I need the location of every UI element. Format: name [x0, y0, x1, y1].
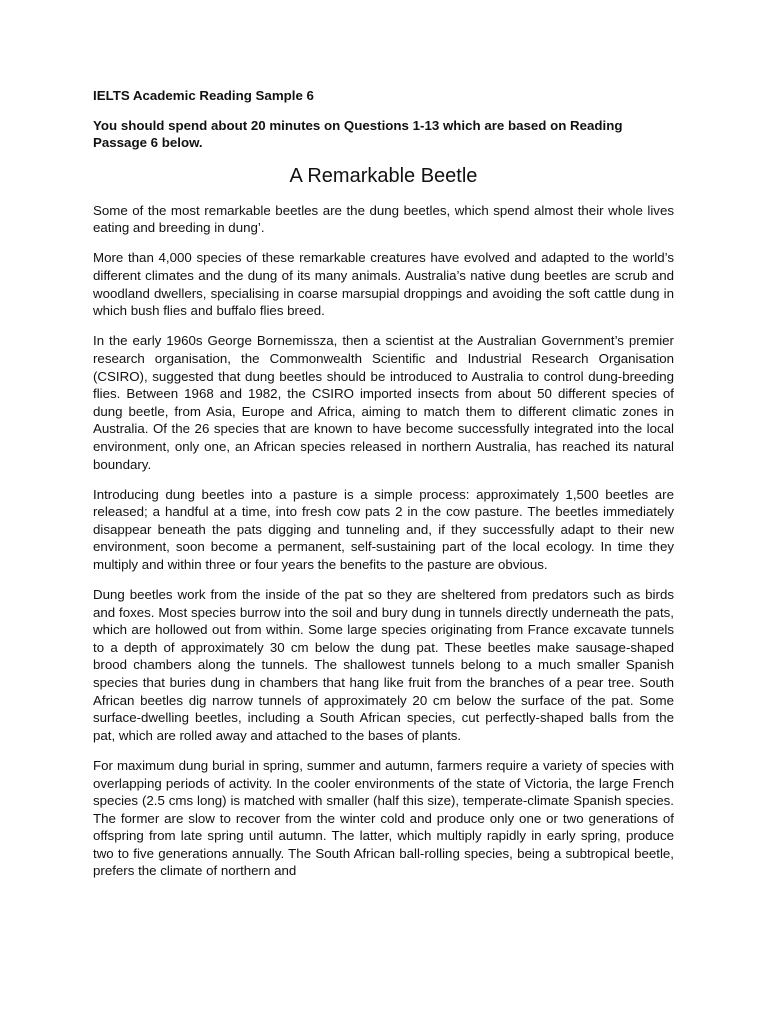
paragraph-4: Introducing dung beetles into a pasture is a simple process: approximately 1,500 beetles are released; a handful at a time, into fresh cow pats 2 in the cow pasture. The beetles immediately disappear beneath the pats digging and tunneling and, if they successfully adapt to their new environment, soon become a permanent, self-sustaining part of the local ecology. In time they multiply and within three or four years the benefits to the pasture are obvious.	[93, 486, 674, 572]
paragraph-6: For maximum dung burial in spring, summer and autumn, farmers require a variety of species with overlapping periods of activity. In the cooler environments of the state of Victoria, the large French species (2.5 cms long) is matched with smaller (half this size), temperate-climate Spanish species. The former are slow to recover from the winter cold and produce only one or two generations of offspring from late spring until autumn. The latter, which multiply rapidly in early spring, produce two to five generations annually. The South African ball-rolling species, being a subtropical beetle, prefers the climate of northern and	[93, 757, 674, 879]
document-page	[93, 87, 674, 893]
sample-label: IELTS Academic Reading Sample 6	[93, 88, 314, 103]
paragraph-1: Some of the most remarkable beetles are the dung beetles, which spend almost their whole lives eating and breeding in dung’.	[93, 202, 674, 236]
passage-title: A Remarkable Beetle	[289, 164, 478, 187]
paragraph-3: In the early 1960s George Bornemissza, then a scientist at the Australian Government’s premier research organisation, the Commonwealth Scientific and Industrial Research Organisation (CSIRO), suggested that dung beetles should be introduced to Australia to control dung-breeding flies. Between 1968 and 1982, the CSIRO imported insects from about 50 different species of dung beetle, from Asia, Europe and Africa, aiming to match them to different climatic zones in Australia. Of the 26 species that are known to have become successfully integrated into the local environment, only one, an African species released in northern Australia, has reached its natural boundary.	[93, 333, 674, 472]
instructions-text: You should spend about 20 minutes on Questions 1-13 which are based on Reading Passage 6 below.	[93, 117, 623, 151]
paragraph-5: Dung beetles work from the inside of the pat so they are sheltered from predators such as birds and foxes. Most species burrow into the soil and bury dung in tunnels directly underneath the pats, which are hollowed out from within. Some large species originating from France excavate tunnels to a depth of approximately 30 cm below the dung pat. These beetles make sausage-shaped brood chambers along the tunnels. The shallowest tunnels belong to a much smaller Spanish species that buries dung in chambers that hang like fruit from the branches of a pear tree. South African beetles dig narrow tunnels of approximately 20 cm below the surface of the pat. Some surface-dwelling beetles, including a South African species, cut perfectly-shaped balls from the pat, which are rolled away and attached to the bases of plants.	[93, 587, 674, 743]
paragraph-2: More than 4,000 species of these remarkable creatures have evolved and adapted to the world’s different climates and the dung of its many animals. Australia’s native dung beetles are scrub and woodland dwellers, specialising in coarse marsupial droppings and avoiding the soft cattle dung in which bush flies and buffalo flies breed.	[93, 250, 674, 319]
